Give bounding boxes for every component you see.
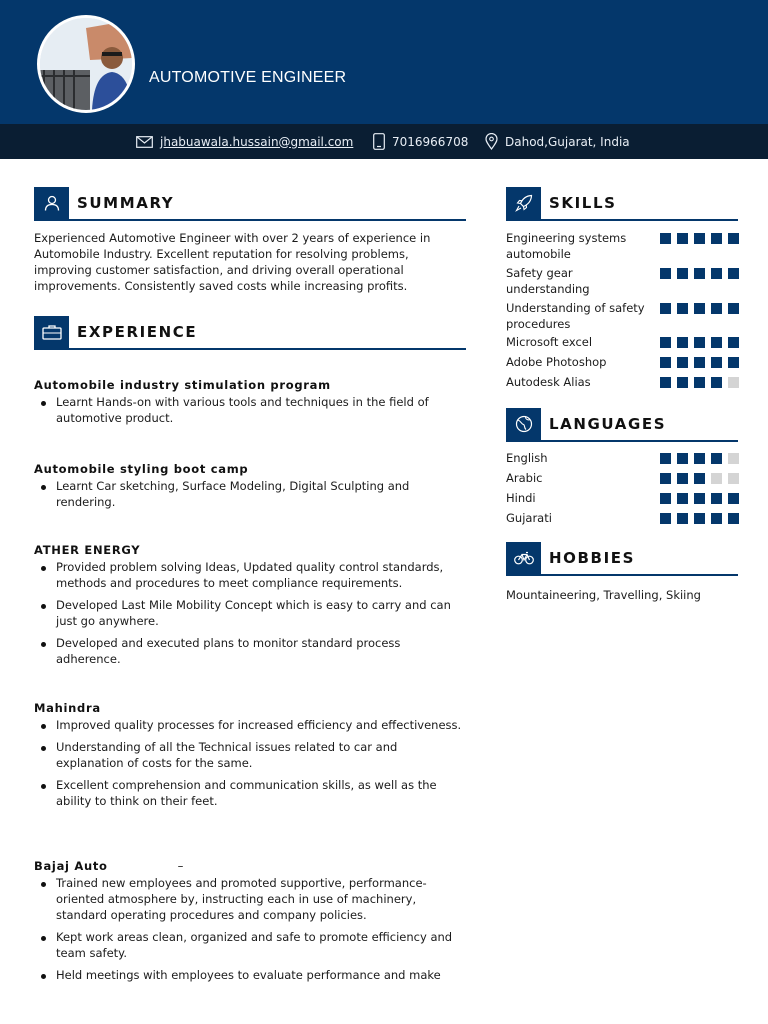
rating-square-filled	[711, 377, 722, 388]
job-bullets-4	[34, 875, 466, 989]
skill-name: Adobe Photoshop	[506, 355, 607, 369]
rating-square-filled	[711, 357, 722, 368]
rating-square-filled	[660, 513, 671, 524]
experience-icon-box	[34, 316, 69, 348]
phone-number: 7016966708	[392, 134, 469, 149]
language-row-1	[506, 470, 738, 486]
briefcase-icon	[42, 324, 62, 340]
rating-square-filled	[660, 453, 671, 464]
list-item: Developed Last Mile Mobility Concept which is easy to carry and can just go anywhere.	[34, 597, 466, 629]
rating-square-empty	[728, 377, 739, 388]
rating-square-filled	[711, 268, 722, 279]
job-title-0: Automobile industry stimulation program	[34, 378, 331, 392]
languages-icon-box	[506, 408, 541, 440]
rating-square-filled	[728, 493, 739, 504]
skill-row-2	[506, 300, 738, 332]
job-title-4-text: Bajaj Auto	[34, 859, 108, 873]
language-name: English	[506, 451, 548, 465]
rating-square-filled	[694, 473, 705, 484]
rating-square-filled	[660, 233, 671, 244]
rating-square-filled	[694, 513, 705, 524]
rating-square-filled	[660, 337, 671, 348]
language-name: Arabic	[506, 471, 543, 485]
rating-square-filled	[711, 453, 722, 464]
job-title-4	[34, 859, 184, 873]
job-bullets-3	[34, 717, 466, 815]
list-item: Learnt Hands-on with various tools and techniques in the field of automotive product.	[34, 394, 466, 426]
list-item: Understanding of all the Technical issues related to car and explanation of costs for the same.	[34, 739, 466, 771]
rating-square-filled	[728, 337, 739, 348]
job-title-3: Mahindra	[34, 701, 101, 715]
language-name: Gujarati	[506, 511, 552, 525]
envelope-icon	[136, 136, 153, 148]
contact-bar	[0, 124, 768, 159]
job-title-1: Automobile styling boot camp	[34, 462, 249, 476]
summary-icon-box	[34, 187, 69, 219]
hobbies-section-header	[506, 542, 738, 576]
rating-square-filled	[728, 268, 739, 279]
summary-section-header	[34, 187, 466, 221]
rating-square-filled	[728, 233, 739, 244]
language-rating	[660, 513, 739, 524]
job-date-dash: –	[177, 859, 185, 873]
rating-square-filled	[677, 453, 688, 464]
skills-heading: SKILLS	[549, 194, 617, 212]
rating-square-empty	[711, 473, 722, 484]
resume-header	[0, 0, 768, 124]
rating-square-filled	[677, 513, 688, 524]
bicycle-icon	[514, 551, 534, 565]
skill-name: Engineering systems automobile	[506, 231, 627, 261]
map-pin-icon	[485, 133, 498, 150]
list-item: Excellent comprehension and communication skills, as well as the ability to think on their feet.	[34, 777, 466, 809]
job-title: AUTOMOTIVE ENGINEER	[149, 69, 347, 86]
skill-rating	[660, 377, 739, 388]
contact-email[interactable]	[136, 124, 353, 159]
skill-row-1	[506, 265, 738, 297]
language-rating	[660, 473, 739, 484]
rating-square-filled	[677, 337, 688, 348]
rating-square-filled	[694, 337, 705, 348]
language-rating	[660, 453, 739, 464]
skill-row-4	[506, 354, 738, 370]
rating-square-filled	[694, 357, 705, 368]
hobbies-text: Mountaineering, Travelling, Skiing	[506, 588, 701, 602]
globe-icon	[515, 415, 533, 433]
list-item: Kept work areas clean, organized and safe to promote efficiency and team safety.	[34, 929, 466, 961]
hobbies-heading: HOBBIES	[549, 549, 636, 567]
rating-square-empty	[728, 473, 739, 484]
rocket-icon	[515, 194, 533, 212]
summary-text: Experienced Automotive Engineer with over 2 years of experience in Automobile Industry. Excellent reputation for resolving problems, improving customer satisfaction, and driving overall operational improvements. Consistently saved costs while increasing profits.	[34, 231, 431, 293]
rating-square-filled	[677, 233, 688, 244]
skill-row-5	[506, 374, 738, 390]
skill-row-3	[506, 334, 738, 350]
rating-square-filled	[711, 337, 722, 348]
experience-section-header	[34, 316, 466, 350]
rating-square-filled	[677, 377, 688, 388]
skill-name: Safety gear understanding	[506, 266, 590, 296]
rating-square-filled	[694, 493, 705, 504]
profile-photo-illustration	[40, 18, 132, 110]
rating-square-filled	[694, 233, 705, 244]
skill-name: Autodesk Alias	[506, 375, 591, 389]
rating-square-filled	[660, 357, 671, 368]
hobbies-icon-box	[506, 542, 541, 574]
rating-square-filled	[660, 473, 671, 484]
language-rating	[660, 493, 739, 504]
job-title-2: ATHER ENERGY	[34, 543, 141, 557]
rating-square-filled	[694, 453, 705, 464]
rating-square-filled	[677, 493, 688, 504]
location-text: Dahod,Gujarat, India	[505, 134, 630, 149]
rating-square-filled	[694, 377, 705, 388]
job-bullets-2	[34, 559, 466, 673]
language-row-3	[506, 510, 738, 526]
rating-square-filled	[694, 268, 705, 279]
rating-square-filled	[728, 513, 739, 524]
job-bullets-1	[34, 478, 466, 516]
language-row-0	[506, 450, 738, 466]
phone-icon	[373, 133, 385, 150]
skill-name: Understanding of safety procedures	[506, 301, 645, 331]
rating-square-filled	[677, 268, 688, 279]
skill-rating	[660, 337, 739, 348]
skill-row-0	[506, 230, 738, 262]
list-item: Developed and executed plans to monitor standard process adherence.	[34, 635, 466, 667]
rating-square-filled	[677, 303, 688, 314]
list-item: Provided problem solving Ideas, Updated quality control standards, methods and procedures to meet compliance requirements.	[34, 559, 466, 591]
contact-location	[485, 124, 630, 159]
list-item: Learnt Car sketching, Surface Modeling, Digital Sculpting and rendering.	[34, 478, 466, 510]
rating-square-filled	[660, 303, 671, 314]
rating-square-filled	[711, 303, 722, 314]
skill-rating	[660, 233, 739, 244]
rating-square-filled	[728, 357, 739, 368]
languages-heading: LANGUAGES	[549, 415, 667, 433]
profile-photo	[37, 15, 135, 113]
rating-square-empty	[728, 453, 739, 464]
language-row-2	[506, 490, 738, 506]
rating-square-filled	[728, 303, 739, 314]
rating-square-filled	[660, 268, 671, 279]
languages-section-header	[506, 408, 738, 442]
skill-rating	[660, 303, 739, 314]
language-name: Hindi	[506, 491, 536, 505]
job-bullets-0	[34, 394, 466, 432]
list-item: Improved quality processes for increased efficiency and effectiveness.	[34, 717, 466, 733]
rating-square-filled	[694, 303, 705, 314]
rating-square-filled	[660, 493, 671, 504]
rating-square-filled	[677, 357, 688, 368]
skill-rating	[660, 357, 739, 368]
skills-section-header	[506, 187, 738, 221]
list-item: Trained new employees and promoted supportive, performance-oriented atmosphere by, instructing each in use of machinery, standard operating procedures and company policies.	[34, 875, 466, 923]
skill-name: Microsoft excel	[506, 335, 593, 349]
rating-square-filled	[677, 473, 688, 484]
person-icon	[43, 194, 61, 212]
experience-heading: EXPERIENCE	[77, 323, 198, 341]
rating-square-filled	[711, 493, 722, 504]
list-item: Held meetings with employees to evaluate performance and make	[34, 967, 466, 983]
rating-square-filled	[711, 513, 722, 524]
email-link[interactable]: jhabuawala.hussain@gmail.com	[160, 134, 354, 149]
summary-heading: SUMMARY	[77, 194, 175, 212]
skill-rating	[660, 268, 739, 279]
rating-square-filled	[711, 233, 722, 244]
rating-square-filled	[660, 377, 671, 388]
contact-phone	[373, 124, 468, 159]
skills-icon-box	[506, 187, 541, 219]
